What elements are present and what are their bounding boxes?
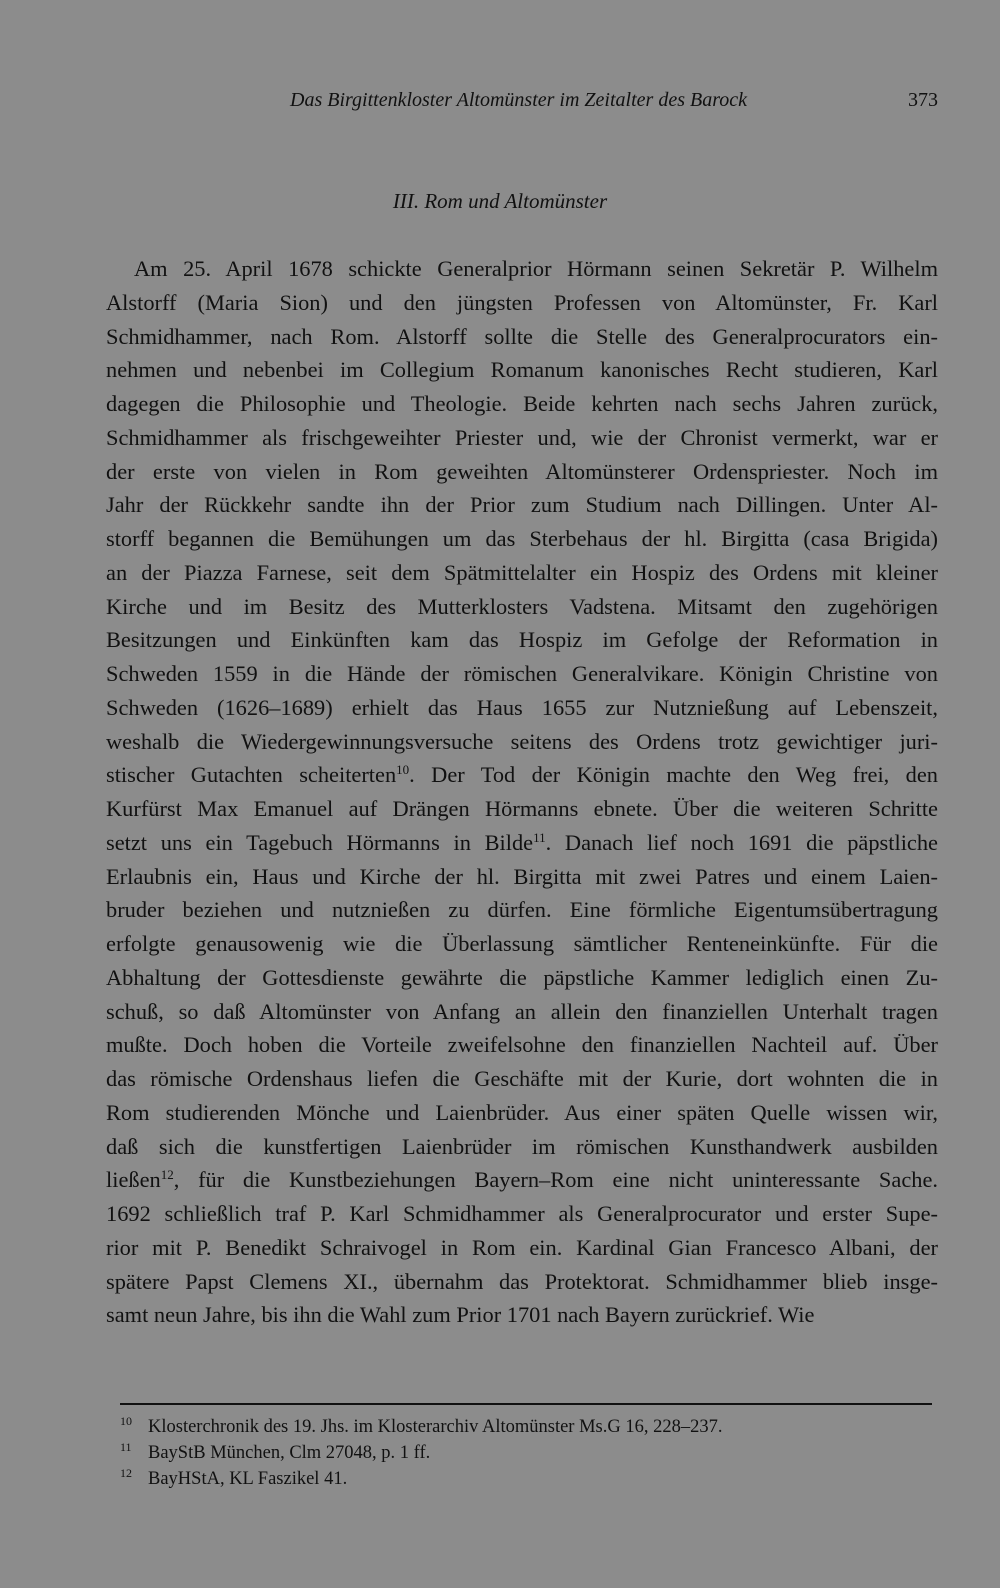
body-line-with-footnote — [106, 758, 938, 792]
body-line: weshalb die Wiedergewinnungsversuche seitens des Ordens trotz gewichtiger juri- — [106, 728, 938, 754]
footnote-ref[interactable]: 11 — [533, 829, 546, 845]
section-heading: III. Rom und Altomünster — [392, 189, 608, 213]
body-line: schuß, so daß Altomünster von Anfang an allein den finanziellen Unterhalt tragen — [106, 998, 938, 1024]
body-line-text: . Der Tod der Königin machte den Weg frei, den — [409, 762, 938, 788]
body-line: nehmen und nebenbei im Collegium Romanum kanonisches Recht studieren, Karl — [106, 357, 938, 383]
footnote — [120, 1414, 932, 1440]
body-line-text: ließen — [106, 1167, 161, 1193]
body-line-text: . Danach lief noch 1691 die päpstliche — [545, 829, 938, 855]
body-line-text: stischer Gutachten scheiterten — [106, 762, 397, 788]
footnote-ref[interactable]: 10 — [396, 762, 410, 778]
footnote — [120, 1466, 932, 1492]
body-line: 1692 schließlich traf P. Karl Schmidhammer als Generalprocurator und erster Supe- — [106, 1201, 938, 1226]
body-line: erfolgte genausowenig wie die Überlassung sämtlicher Renteneinkünfte. Für die — [106, 931, 938, 956]
footnote-text: Klosterchronik des 19. Jhs. im Klosterarchiv Altomünster Ms.G 16, 228–237. — [148, 1417, 723, 1437]
body-line: Jahr der Rückkehr sandte ihn der Prior zum Studium nach Dillingen. Unter Al- — [106, 492, 938, 518]
body-line: der erste von vielen in Rom geweihten Altomünsterer Ordenspriester. Noch im — [106, 458, 938, 484]
footnote-number: 11 — [120, 1440, 132, 1454]
footnote-ref[interactable]: 12 — [160, 1167, 174, 1183]
footnote-number: 12 — [120, 1466, 132, 1480]
body-line: daß sich die kunstfertigen Laienbrüder im römischen Kunsthandwerk ausbilden — [106, 1133, 938, 1159]
body-line: an der Piazza Farnese, seit dem Spätmittelalter ein Hospiz des Ordens mit kleiner — [106, 559, 938, 585]
body-line: Besitzungen und Einkünften kam das Hospiz im Gefolge der Reformation in — [106, 627, 938, 653]
body-line: das römische Ordenshaus liefen die Geschäfte mit der Kurie, dort wohnten die in — [106, 1066, 938, 1091]
footnote-text: BayHStA, KL Faszikel 41. — [148, 1469, 348, 1489]
body-line: Kirche und im Besitz des Mutterklosters Vadstena. Mitsamt den zugehörigen — [106, 593, 938, 619]
body-line: Schweden (1626–1689) erhielt das Haus 1655 zur Nutznießung auf Lebenszeit, — [106, 694, 938, 720]
body-line: Rom studierenden Mönche und Laienbrüder. Aus einer späten Quelle wissen wir, — [106, 1099, 938, 1125]
body-line: dagegen die Philosophie und Theologie. Beide kehrten nach sechs Jahren zurück, — [106, 391, 938, 416]
body-line: bruder beziehen und nutznießen zu dürfen. Eine förmliche Eigentumsübertragung — [106, 897, 938, 923]
body-line: Alstorff (Maria Sion) und den jüngsten Professen von Altomünster, Fr. Karl — [106, 289, 938, 315]
body-line: Schmidhammer, nach Rom. Alstorff sollte die Stelle des Generalprocurators ein- — [106, 323, 938, 349]
body-line: Kurfürst Max Emanuel auf Drängen Hörmanns ebnete. Über die weiteren Schritte — [106, 796, 938, 821]
body-line: spätere Papst Clemens XI., übernahm das Protektorat. Schmidhammer blieb insge- — [106, 1268, 938, 1294]
footnote-text: BayStB München, Clm 27048, p. 1 ff. — [148, 1443, 431, 1463]
footnote — [120, 1440, 932, 1466]
body-line: Abhaltung der Gottesdienste gewährte die päpstliche Kammer lediglich einen Zu- — [106, 964, 938, 990]
footnote-separator — [120, 1403, 932, 1405]
body-paragraph — [106, 252, 938, 1332]
body-line: mußte. Doch hoben die Vorteile zweifelsohne den finanziellen Nachteil auf. Über — [106, 1032, 938, 1058]
body-line-text: setzt uns ein Tagebuch Hörmanns in Bilde — [106, 829, 534, 855]
body-line-with-footnote — [106, 1163, 938, 1197]
page-number: 373 — [908, 89, 938, 111]
body-line-with-footnote — [106, 826, 938, 860]
body-line: storff begannen die Bemühungen um das Sterbehaus der hl. Birgitta (casa Brigida) — [106, 526, 938, 551]
body-line: rior mit P. Benedikt Schraivogel in Rom ein. Kardinal Gian Francesco Albani, der — [106, 1234, 938, 1260]
footnotes — [120, 1414, 932, 1492]
body-line: Schweden 1559 in die Hände der römischen Generalvikare. Königin Christine von — [106, 661, 938, 686]
body-line: samt neun Jahre, bis ihn die Wahl zum Prior 1701 nach Bayern zurückrief. Wie — [106, 1302, 815, 1328]
body-line: Am 25. April 1678 schickte Generalprior Hörmann seinen Sekretär P. Wilhelm — [134, 256, 938, 281]
running-title: Das Birgittenkloster Altomünster im Zeitalter des Barock — [290, 89, 747, 111]
body-line: Schmidhammer als frischgeweihter Priester und, wie der Chronist vermerkt, war er — [106, 424, 938, 450]
footnote-number: 10 — [120, 1414, 132, 1428]
body-line-text: , für die Kunstbeziehungen Bayern–Rom eine nicht uninteressante Sache. — [173, 1167, 938, 1193]
body-line: Erlaubnis ein, Haus und Kirche der hl. Birgitta mit zwei Patres und einem Laien- — [106, 863, 938, 889]
